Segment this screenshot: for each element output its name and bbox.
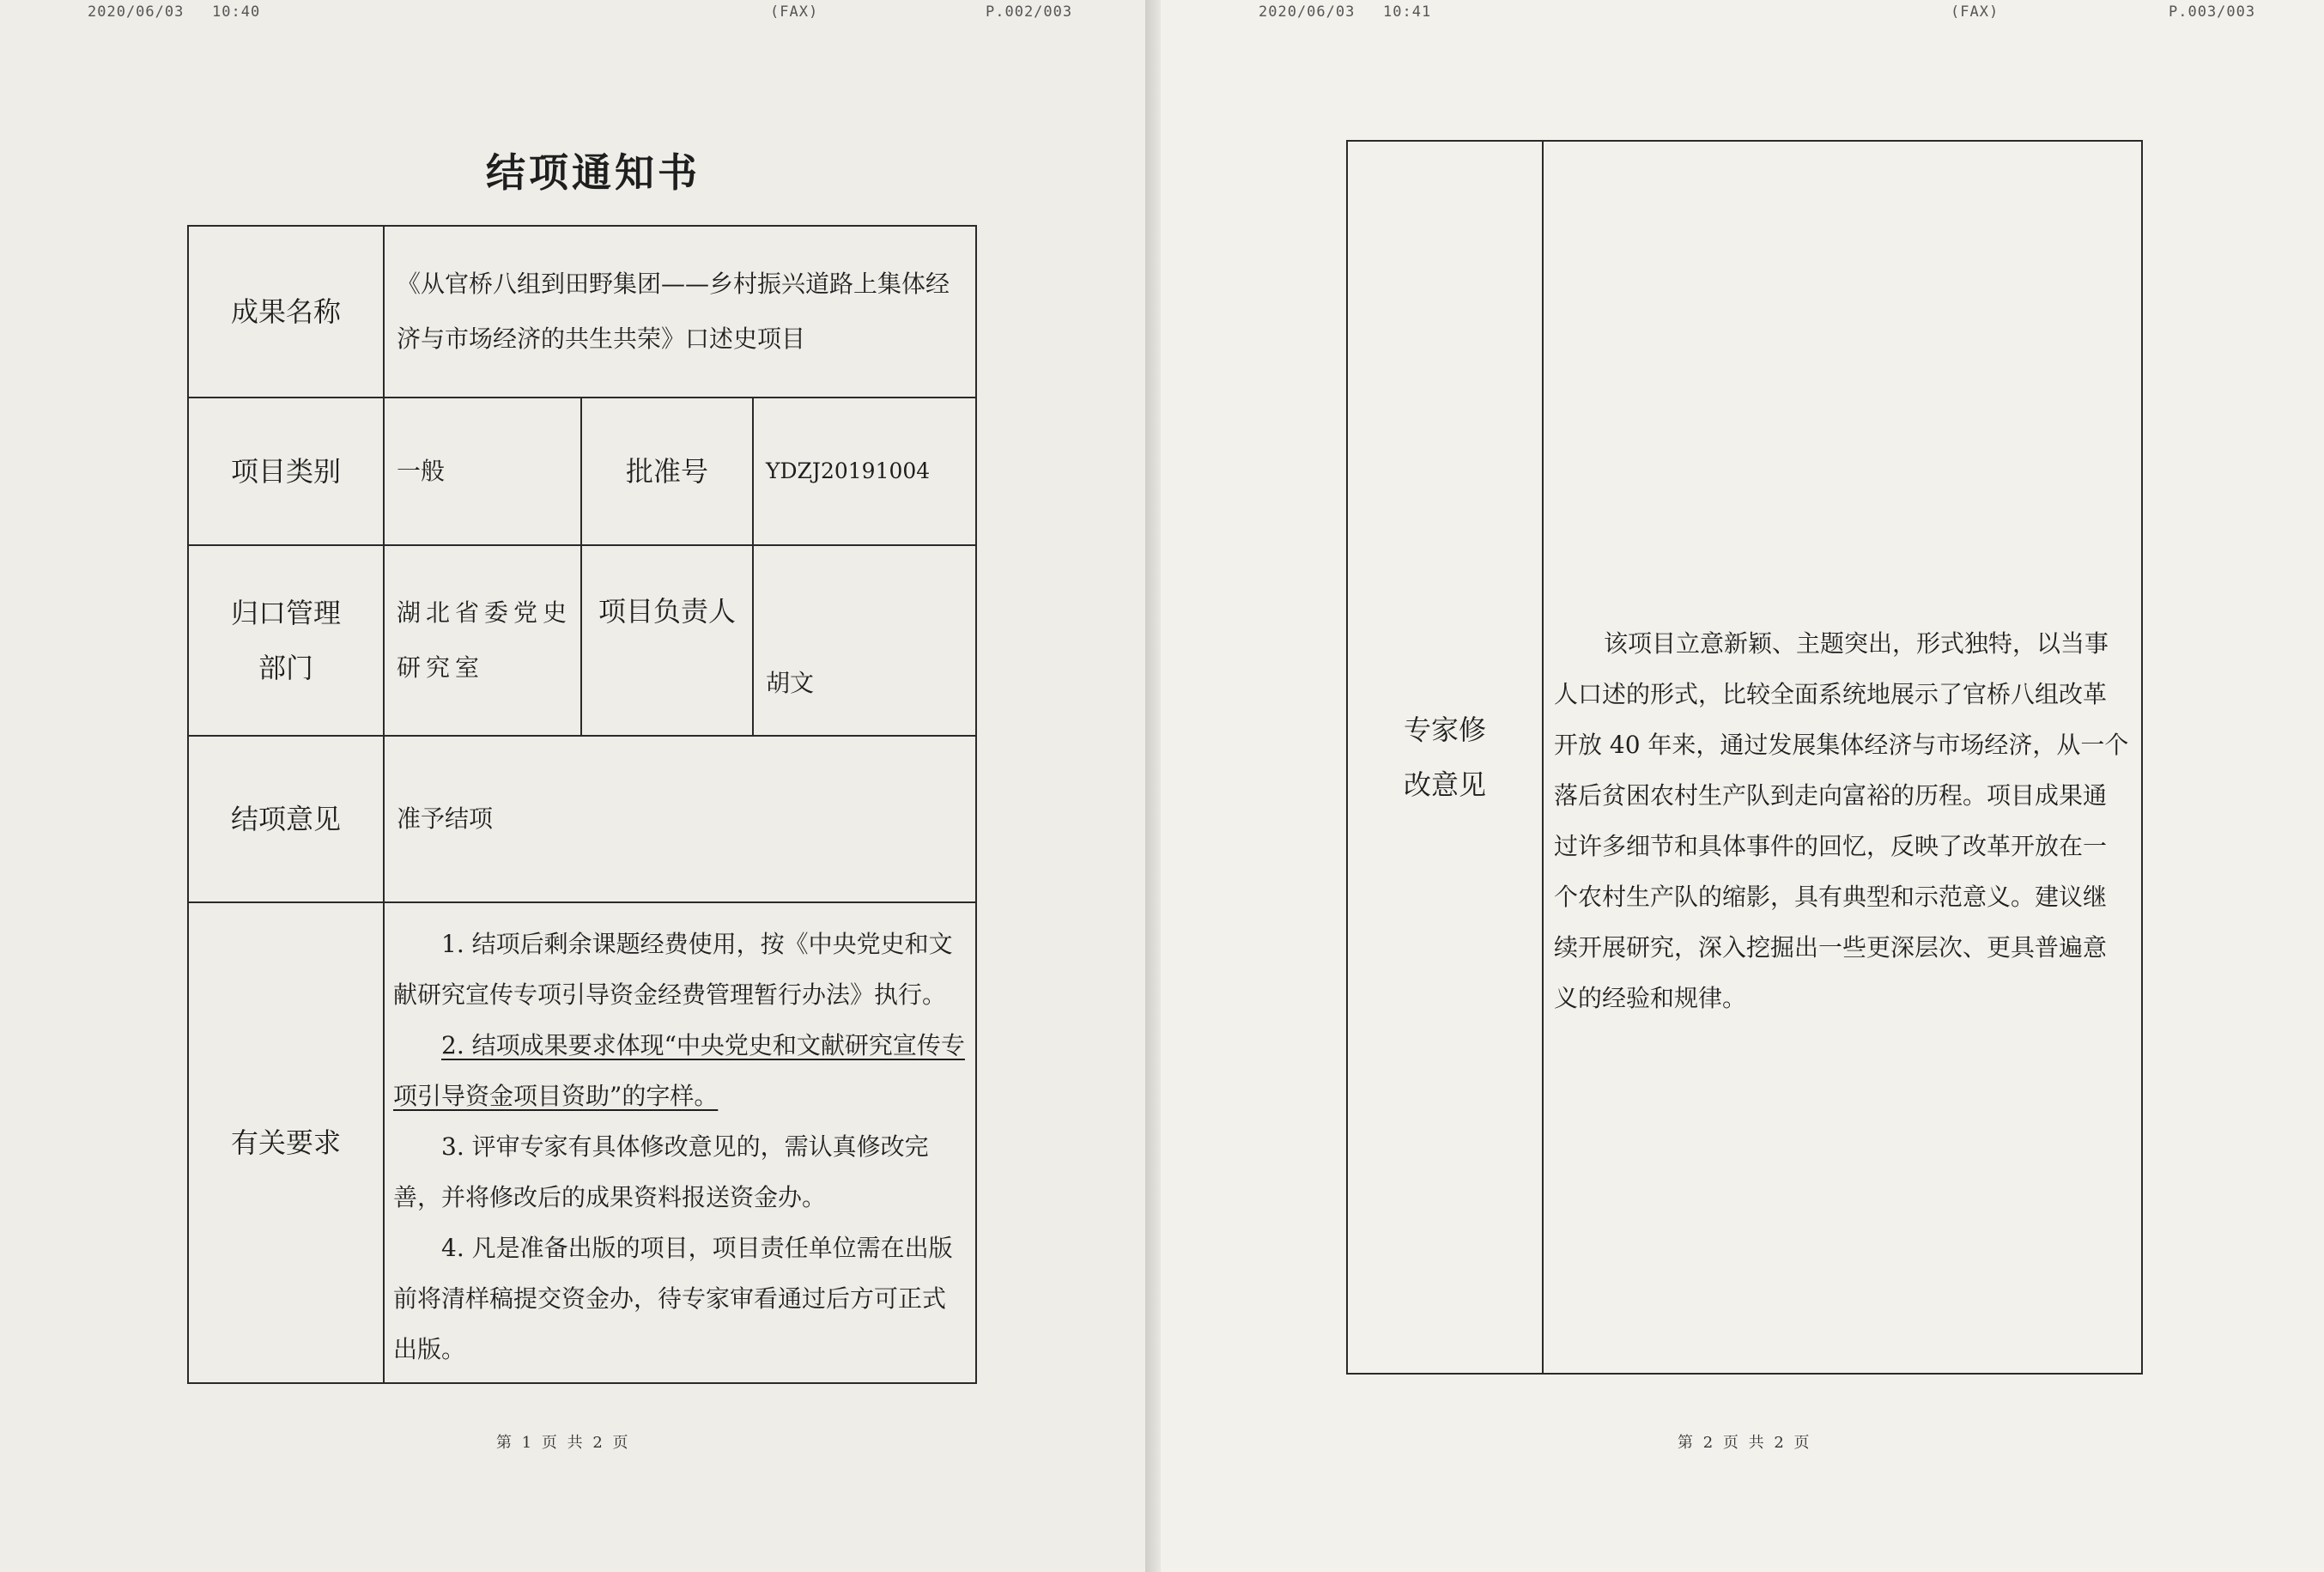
dept-value: 湖北省委党史研究室	[384, 545, 581, 736]
leader-value: 胡文	[753, 545, 976, 736]
row-category	[188, 398, 976, 545]
row-expert-opinion	[1347, 141, 2142, 1374]
fax-tag: (FAX)	[1951, 3, 1999, 21]
requirement-item-3: 3. 评审专家有具体修改意见的，需认真修改完善，并将修改后的成果资料报送资金办。	[393, 1132, 929, 1211]
achievement-name-value: 《从官桥八组到田野集团——乡村振兴道路上集体经济与市场经济的共生共荣》口述史项目	[384, 226, 976, 398]
approval-no-label: 批准号	[581, 398, 753, 545]
fax-time: 10:41	[1383, 3, 1432, 21]
requirement-item-2: 2. 结项成果要求体现“中央党史和文献研究宣传专项引导资金项目资助”的字样。	[393, 1031, 965, 1110]
notice-form-table	[187, 225, 977, 1384]
page-footer-2: 第 2 页 共 2 页	[1678, 1434, 1812, 1452]
row-conclusion	[188, 736, 976, 902]
requirements-list	[384, 902, 976, 1383]
category-label: 项目类别	[188, 398, 384, 545]
expert-opinion-table	[1346, 140, 2143, 1375]
requirement-item-1: 1. 结项后剩余课题经费使用，按《中央党史和文献研究宣传专项引导资金经费管理暂行办法》执行。	[393, 930, 953, 1009]
achievement-name-label: 成果名称	[188, 226, 384, 398]
fax-page-number: P.003/003	[2169, 3, 2256, 21]
expert-opinion-label: 专家修改意见	[1347, 141, 1543, 1374]
row-achievement-name	[188, 226, 976, 398]
conclusion-label: 结项意见	[188, 736, 384, 902]
category-value: 一般	[384, 398, 581, 545]
row-requirements	[188, 902, 976, 1383]
fax-time: 10:40	[212, 3, 261, 21]
fax-tag: (FAX)	[770, 3, 819, 21]
approval-no-value: YDZJ20191004	[753, 398, 976, 545]
fax-page-number: P.002/003	[986, 3, 1073, 21]
page-footer-1: 第 1 页 共 2 页	[496, 1434, 631, 1452]
conclusion-value: 准予结项	[384, 736, 976, 902]
requirements-label: 有关要求	[188, 902, 384, 1383]
dept-label: 归口管理部门	[188, 545, 384, 736]
row-department	[188, 545, 976, 736]
page-fold	[1145, 0, 1161, 1572]
document-title: 结项通知书	[486, 149, 701, 196]
fax-date: 2020/06/03	[1259, 3, 1356, 21]
requirement-item-4: 4. 凡是准备出版的项目，项目责任单位需在出版前将清样稿提交资金办，待专家审看通过后方可正式出版。	[393, 1234, 953, 1363]
expert-opinion-text: 该项目立意新颖、主题突出，形式独特，以当事人口述的形式，比较全面系统地展示了官桥八组改革开放 40 年来，通过发展集体经济与市场经济，从一个落后贫困农村生产队到走向富裕的历程。项目成果通过许多细节和具体事件的回忆，反映了改革开放在一个农村生产队的缩影，具有典型和示范意义。建议继续开展研究，深入挖掘出一些更深层次、更具普遍意义的经验和规律。	[1543, 141, 2142, 1374]
leader-label: 项目负责人	[581, 545, 753, 736]
fax-date: 2020/06/03	[88, 3, 185, 21]
